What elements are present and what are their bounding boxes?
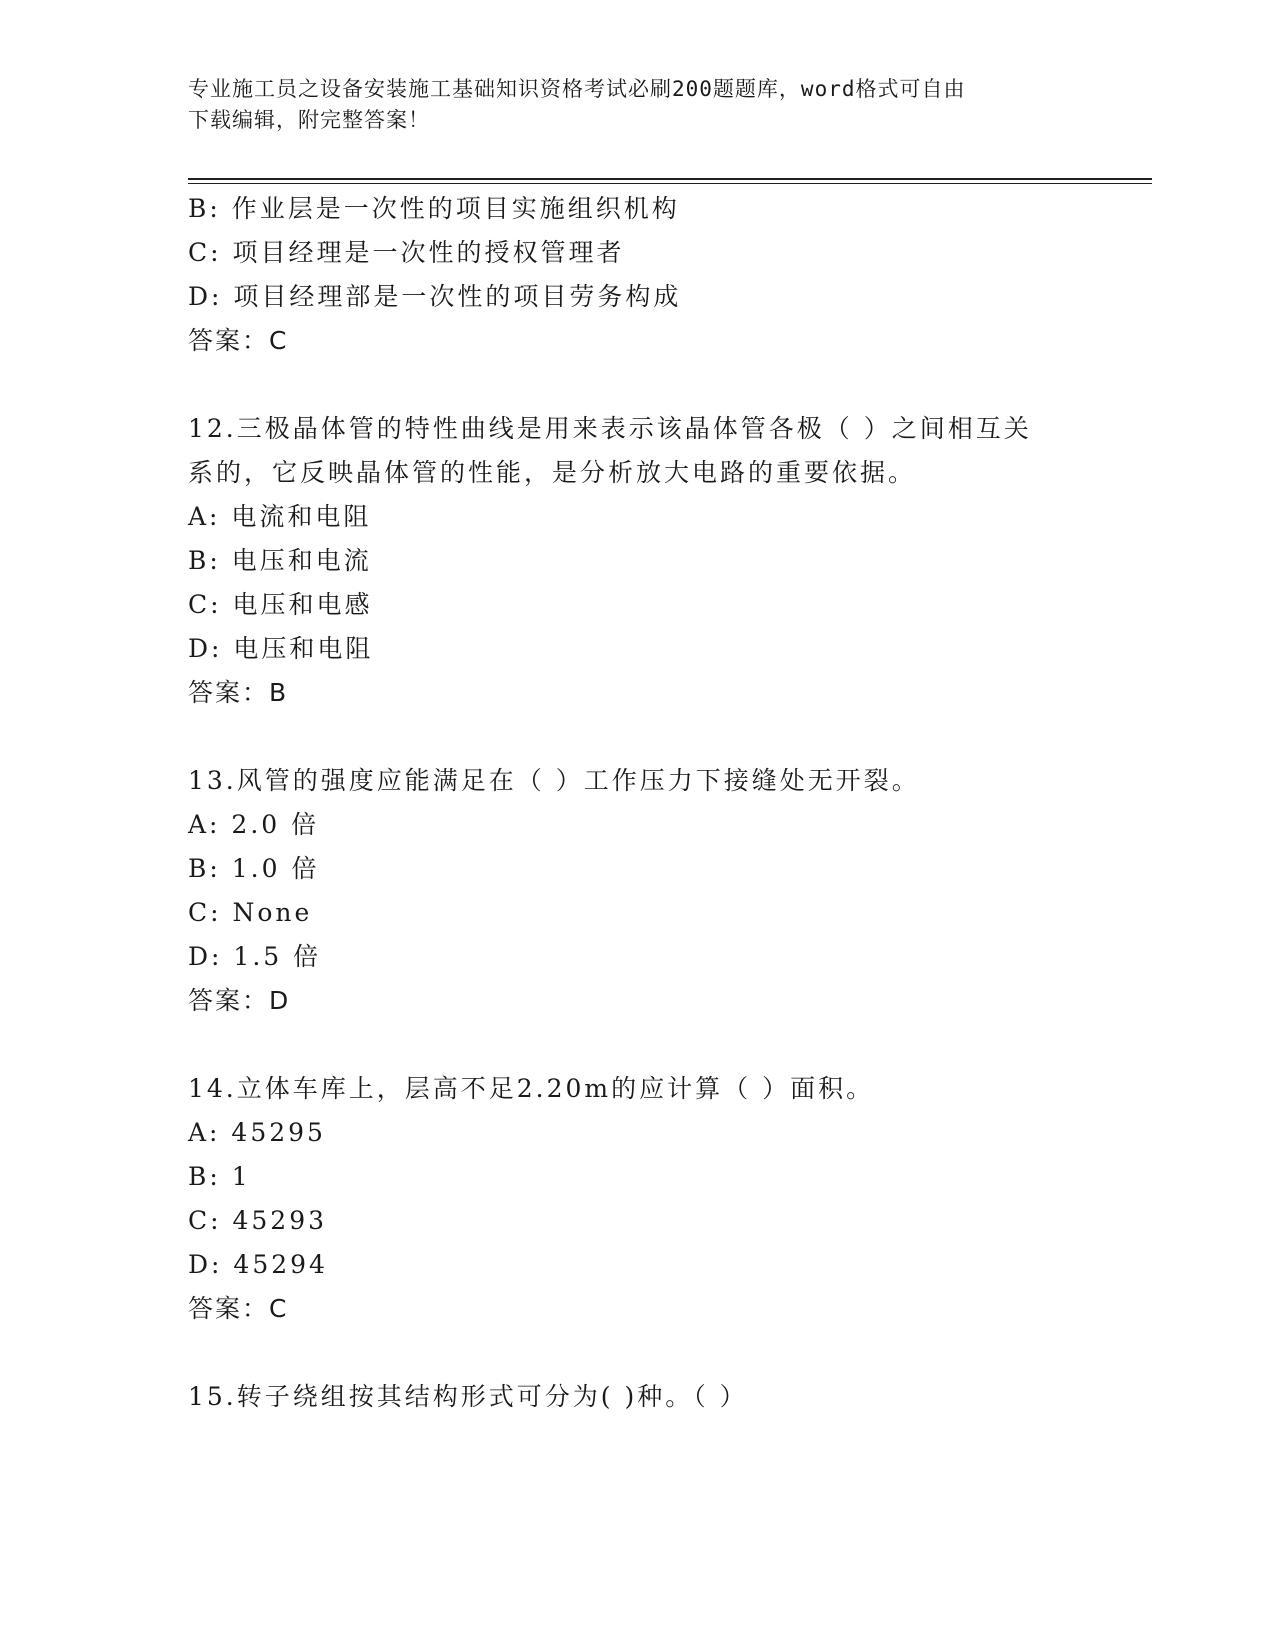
q12-option-c: C: 电压和电感 — [188, 590, 373, 619]
q14-option-d: D: 45294 — [188, 1250, 328, 1279]
q13-answer: 答案：D — [188, 986, 291, 1015]
header-divider-thick — [188, 178, 1152, 180]
q14-answer: 答案：C — [188, 1294, 289, 1323]
q11-option-b: B: 作业层是一次性的项目实施组织机构 — [188, 194, 680, 223]
q13-option-d: D: 1.5 倍 — [188, 942, 322, 971]
q12-stem-line-1: 12.三极晶体管的特性曲线是用来表示该晶体管各极（ ）之间相互关 — [188, 414, 1032, 443]
q11-answer: 答案：C — [188, 326, 289, 355]
q14-stem: 14.立体车库上，层高不足2.20m的应计算（ ）面积。 — [188, 1074, 875, 1103]
q11-option-c: C: 项目经理是一次性的授权管理者 — [188, 238, 625, 267]
header-divider-thin — [188, 183, 1152, 184]
q12-option-d: D: 电压和电阻 — [188, 634, 374, 663]
q13-option-a: A: 2.0 倍 — [188, 810, 320, 839]
q12-option-b: B: 电压和电流 — [188, 546, 372, 575]
q12-option-a: A: 电流和电阻 — [188, 502, 372, 531]
q14-option-c: C: 45293 — [188, 1206, 328, 1235]
q12-stem-line-2: 系的，它反映晶体管的性能，是分析放大电路的重要依据。 — [188, 458, 917, 487]
q15-stem: 15.转子绕组按其结构形式可分为( )种。（ ） — [188, 1382, 748, 1411]
q14-option-a: A: 45295 — [188, 1118, 326, 1147]
q14-option-b: B: 1 — [188, 1162, 251, 1191]
q13-option-b: B: 1.0 倍 — [188, 854, 320, 883]
q12-answer: 答案：B — [188, 678, 289, 707]
header-line-1: 专业施工员之设备安装施工基础知识资格考试必刷200题题库，word格式可自由 — [188, 77, 966, 101]
q11-option-d: D: 项目经理部是一次性的项目劳务构成 — [188, 282, 682, 311]
q13-option-c: C: None — [188, 898, 313, 927]
header-line-2: 下载编辑，附完整答案！ — [188, 108, 430, 132]
document-header — [188, 74, 1068, 136]
q13-stem: 13.风管的强度应能满足在（ ）工作压力下接缝处无开裂。 — [188, 766, 920, 795]
